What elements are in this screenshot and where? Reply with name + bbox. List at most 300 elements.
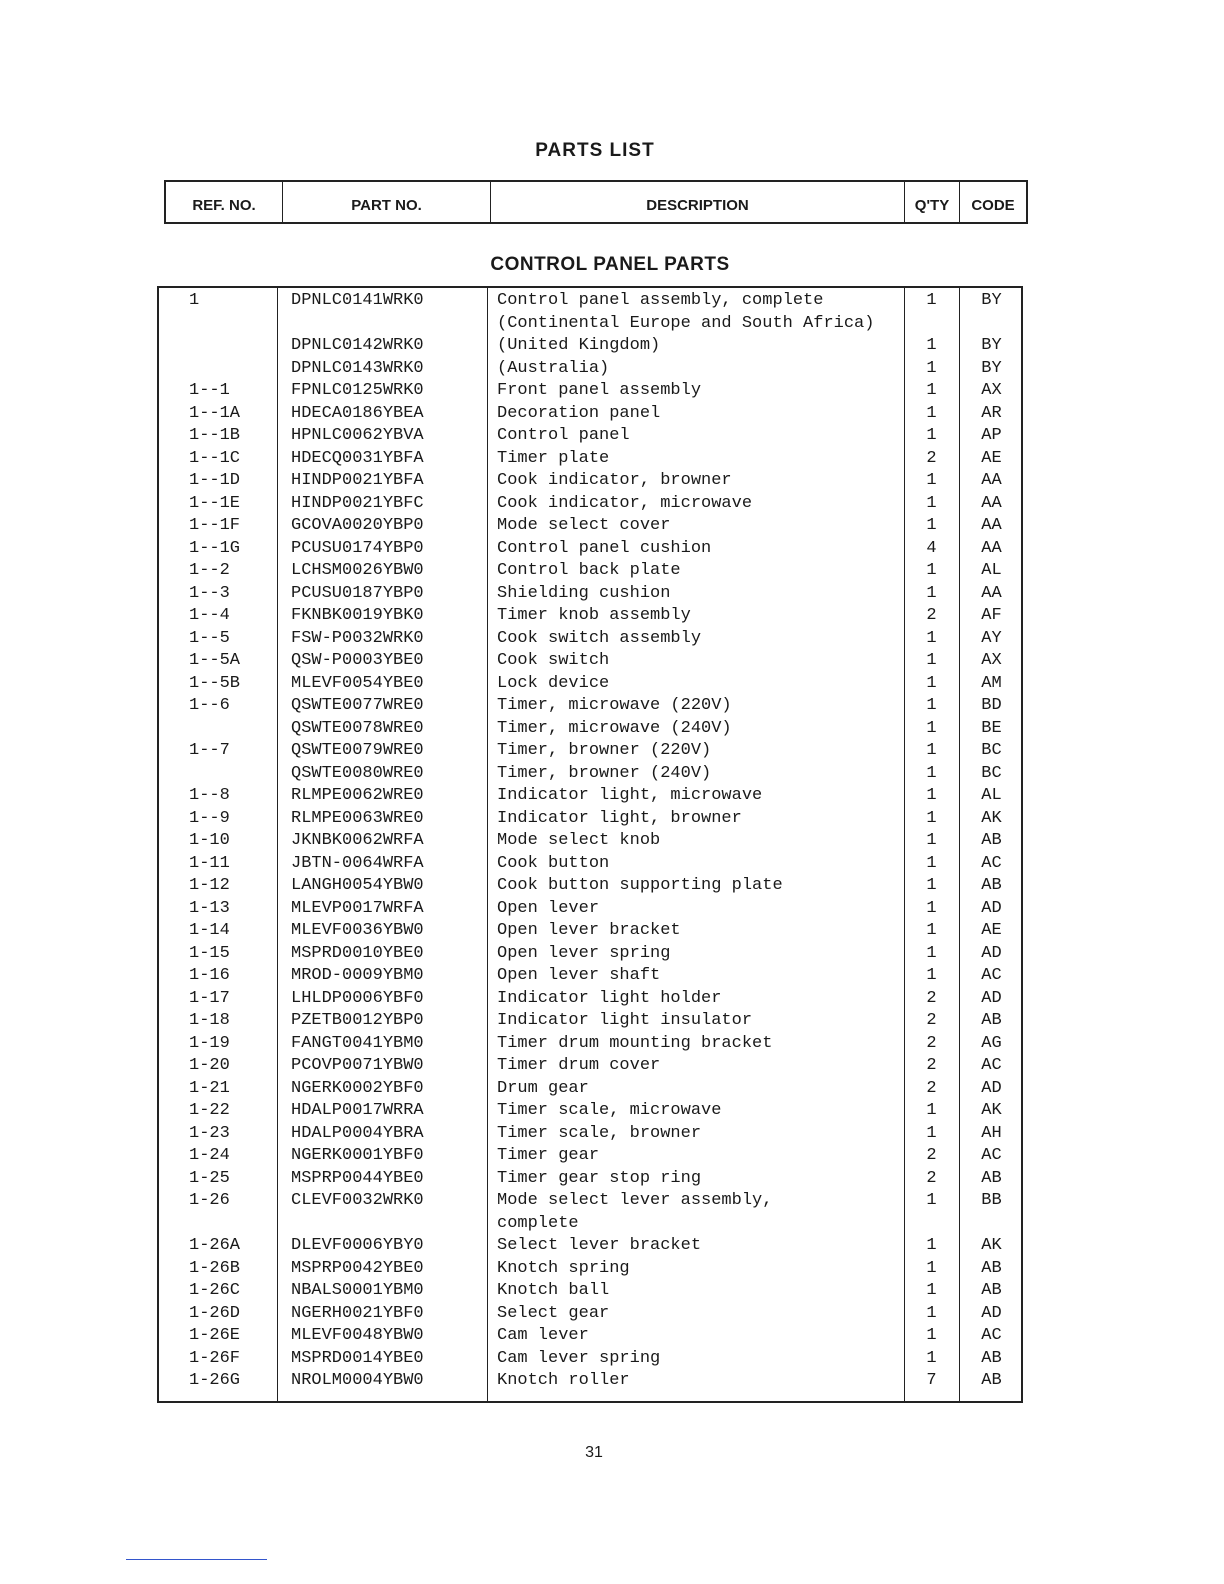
- table-row: [157, 1010, 1023, 1033]
- table-row: [157, 583, 1023, 606]
- part-no-cell: NGERK0001YBF0: [291, 1146, 424, 1165]
- qty-cell: 2: [926, 606, 937, 625]
- qty-cell: 1: [926, 403, 937, 423]
- header-ref-no: REF. NO.: [166, 182, 283, 222]
- part-no-cell: QSWTE0077WRE0: [291, 696, 424, 715]
- part-no-cell: NGERK0002YBF0: [291, 1078, 424, 1098]
- qty-cell: 1: [926, 966, 937, 985]
- table-row: [157, 1370, 1023, 1393]
- ref-no-cell: [157, 313, 275, 336]
- ref-no-cell: 1-22: [189, 1101, 230, 1120]
- description-cell: (Australia): [497, 358, 610, 378]
- table-row: [157, 718, 1023, 741]
- code-cell: AX: [981, 381, 1002, 400]
- table-row: [157, 740, 1023, 763]
- code-cell: AL: [981, 786, 1002, 805]
- code-cell: AX: [981, 651, 1002, 670]
- code-cell: AB: [981, 1281, 1002, 1300]
- ref-no-cell: [157, 1213, 275, 1236]
- qty-cell: 1: [926, 898, 937, 918]
- description-cell: Cook switch assembly: [497, 628, 702, 648]
- ref-no-cell: 1-26: [189, 1191, 230, 1210]
- qty-cell: 1: [926, 651, 937, 670]
- page-title: PARTS LIST: [535, 140, 655, 161]
- description-cell: Indicator light insulator: [497, 1011, 753, 1030]
- part-no-cell: LANGH0054YBW0: [291, 876, 424, 895]
- ref-no-cell: 1--1F: [189, 516, 241, 535]
- code-cell: AC: [981, 966, 1002, 985]
- description-cell: Indicator light, microwave: [497, 786, 763, 805]
- description-cell: Mode select knob: [497, 831, 661, 850]
- part-no-cell: HPNLC0062YBVA: [291, 426, 424, 445]
- part-no-cell: DPNLC0142WRK0: [291, 336, 424, 355]
- code-cell: AL: [981, 561, 1002, 580]
- ref-no-cell: 1--1A: [189, 403, 241, 423]
- description-cell: Indicator light, browner: [497, 808, 742, 828]
- code-cell: AK: [981, 1101, 1002, 1120]
- description-cell: Cam lever: [497, 1326, 589, 1345]
- description-cell: Control panel: [497, 426, 630, 445]
- page-number: 31: [585, 1444, 603, 1461]
- qty-cell: 1: [926, 1326, 937, 1345]
- table-row: [157, 1213, 1023, 1236]
- table-row: [157, 1235, 1023, 1258]
- ref-no-cell: 1-23: [189, 1123, 230, 1143]
- qty-cell: 1: [926, 1101, 937, 1120]
- table-row: [157, 1303, 1023, 1326]
- code-cell: AF: [981, 606, 1002, 625]
- description-cell: Shielding cushion: [497, 583, 671, 603]
- code-cell: AB: [981, 1258, 1002, 1278]
- qty-cell: 2: [926, 448, 937, 468]
- table-row: [157, 1280, 1023, 1303]
- ref-no-cell: 1-26B: [189, 1258, 241, 1278]
- description-cell: Knotch roller: [497, 1371, 630, 1390]
- table-row: [157, 673, 1023, 696]
- part-no-cell: HINDP0021YBFA: [291, 471, 424, 490]
- part-no-cell: JKNBK0062WRFA: [291, 831, 424, 850]
- part-no-cell: FANGT0041YBM0: [291, 1033, 424, 1053]
- table-row: [157, 470, 1023, 493]
- table-row: [157, 920, 1023, 943]
- description-cell: Timer, microwave (220V): [497, 696, 732, 715]
- table-row: [157, 988, 1023, 1011]
- ref-no-cell: 1-15: [189, 943, 230, 963]
- parts-table-body: [157, 290, 1023, 1393]
- qty-cell: 1: [926, 673, 937, 693]
- code-cell: AC: [981, 1056, 1002, 1075]
- ref-no-cell: 1--7: [189, 741, 230, 760]
- part-no-cell: RLMPE0063WRE0: [291, 808, 424, 828]
- qty-cell: 1: [926, 1236, 937, 1255]
- ref-no-cell: 1-16: [189, 966, 230, 985]
- part-no-cell: QSWTE0078WRE0: [291, 718, 424, 738]
- qty-cell: 2: [926, 1146, 937, 1165]
- part-no-cell: MSPRD0010YBE0: [291, 943, 424, 963]
- ref-no-cell: 1-19: [189, 1033, 230, 1053]
- ref-no-cell: 1--1E: [189, 493, 241, 513]
- ref-no-cell: 1-26D: [189, 1303, 241, 1323]
- description-cell: Cam lever spring: [497, 1348, 661, 1368]
- table-row: [157, 808, 1023, 831]
- code-cell: AM: [981, 673, 1002, 693]
- table-row: [157, 650, 1023, 673]
- table-row: [157, 560, 1023, 583]
- code-cell: AB: [981, 1168, 1002, 1188]
- ref-no-cell: 1-14: [189, 921, 230, 940]
- part-no-cell: QSWTE0080WRE0: [291, 763, 424, 783]
- code-cell: AK: [981, 1236, 1002, 1255]
- ref-no-cell: 1--2: [189, 561, 230, 580]
- table-row: [157, 1055, 1023, 1078]
- description-cell: Timer knob assembly: [497, 606, 691, 625]
- description-cell: Timer, browner (240V): [497, 763, 712, 783]
- code-cell: AE: [981, 448, 1002, 468]
- code-cell: AC: [981, 1146, 1002, 1165]
- table-row: [157, 425, 1023, 448]
- ref-no-cell: 1-21: [189, 1078, 230, 1098]
- description-cell: Cook button: [497, 853, 610, 873]
- description-cell: Open lever spring: [497, 943, 671, 963]
- description-cell: (United Kingdom): [497, 336, 661, 355]
- qty-cell: 1: [926, 336, 937, 355]
- ref-no-cell: 1-11: [189, 853, 230, 873]
- table-row: [157, 695, 1023, 718]
- qty-cell: 2: [926, 988, 937, 1008]
- code-cell: AD: [981, 898, 1002, 918]
- table-row: [157, 785, 1023, 808]
- table-row: [157, 1258, 1023, 1281]
- column-header-row: [164, 180, 1028, 224]
- ref-no-cell: 1-17: [189, 988, 230, 1008]
- table-row: [157, 853, 1023, 876]
- part-no-cell: FSW-P0032WRK0: [291, 628, 424, 648]
- part-no-cell: MROD-0009YBM0: [291, 966, 424, 985]
- qty-cell: [903, 313, 960, 336]
- qty-cell: 1: [926, 1303, 937, 1323]
- table-row: [157, 1348, 1023, 1371]
- description-cell: Cook button supporting plate: [497, 876, 783, 895]
- table-row: [157, 403, 1023, 426]
- qty-cell: 1: [926, 808, 937, 828]
- ref-no-cell: 1-26E: [189, 1326, 241, 1345]
- qty-cell: 4: [926, 538, 937, 558]
- code-cell: AD: [981, 1078, 1002, 1098]
- qty-cell: [903, 1213, 960, 1236]
- header-code: CODE: [971, 196, 1015, 214]
- ref-no-cell: 1--1B: [189, 426, 241, 445]
- qty-cell: 1: [926, 561, 937, 580]
- table-row: [157, 515, 1023, 538]
- header-description: DESCRIPTION: [491, 182, 905, 222]
- description-cell: Knotch ball: [497, 1281, 610, 1300]
- table-row: [157, 1325, 1023, 1348]
- part-no-cell: HDALP0004YBRA: [291, 1123, 424, 1143]
- qty-cell: 1: [926, 471, 937, 490]
- table-row: [157, 335, 1023, 358]
- code-cell: AA: [981, 583, 1002, 603]
- part-no-cell: NBALS0001YBM0: [291, 1281, 424, 1300]
- ref-no-cell: 1-24: [189, 1146, 230, 1165]
- ref-no-cell: 1-20: [189, 1056, 230, 1075]
- description-cell: Cook indicator, microwave: [497, 493, 753, 513]
- qty-cell: 1: [926, 381, 937, 400]
- code-cell: AR: [981, 403, 1002, 423]
- ref-no-cell: 1--5B: [189, 673, 241, 693]
- part-no-cell: MLEVF0036YBW0: [291, 921, 424, 940]
- description-cell: Timer scale, browner: [497, 1123, 702, 1143]
- qty-cell: 2: [926, 1033, 937, 1053]
- part-no-cell: PZETB0012YBP0: [291, 1011, 424, 1030]
- qty-cell: 1: [926, 1348, 937, 1368]
- code-cell: BY: [981, 336, 1002, 355]
- table-row: [157, 538, 1023, 561]
- table-row: [157, 1123, 1023, 1146]
- code-cell: BB: [981, 1191, 1002, 1210]
- code-cell: AK: [981, 808, 1002, 828]
- table-row: [157, 628, 1023, 651]
- description-cell: Timer gear stop ring: [497, 1168, 702, 1188]
- part-no-cell: MLEVF0048YBW0: [291, 1326, 424, 1345]
- code-cell: BY: [981, 291, 1002, 310]
- qty-cell: 2: [926, 1011, 937, 1030]
- table-row: [157, 965, 1023, 988]
- ref-no-cell: 1--8: [189, 786, 230, 805]
- code-cell: AA: [981, 493, 1002, 513]
- ref-no-cell: 1--4: [189, 606, 230, 625]
- ref-no-cell: [157, 763, 275, 786]
- part-no-cell: GCOVA0020YBP0: [291, 516, 424, 535]
- ref-no-cell: [157, 335, 275, 358]
- part-no-cell: [275, 313, 485, 336]
- qty-cell: 1: [926, 1191, 937, 1210]
- qty-cell: 2: [926, 1078, 937, 1098]
- description-cell: Timer drum mounting bracket: [497, 1033, 773, 1053]
- part-no-cell: PCOVP0071YBW0: [291, 1056, 424, 1075]
- part-no-cell: FKNBK0019YBK0: [291, 606, 424, 625]
- part-no-cell: JBTN-0064WRFA: [291, 853, 424, 873]
- part-no-cell: QSW-P0003YBE0: [291, 651, 424, 670]
- code-cell: AB: [981, 1371, 1002, 1390]
- part-no-cell: QSWTE0079WRE0: [291, 741, 424, 760]
- qty-cell: 1: [926, 1258, 937, 1278]
- ref-no-cell: 1-26F: [189, 1348, 241, 1368]
- table-row: [157, 448, 1023, 471]
- qty-cell: 1: [926, 876, 937, 895]
- ref-no-cell: [157, 358, 275, 381]
- qty-cell: 2: [926, 1168, 937, 1188]
- description-cell: Cook indicator, browner: [497, 471, 732, 490]
- code-cell: AP: [981, 426, 1002, 445]
- table-row: [157, 358, 1023, 381]
- code-cell: AB: [981, 1011, 1002, 1030]
- code-cell: AE: [981, 921, 1002, 940]
- description-cell: Timer, microwave (240V): [497, 718, 732, 738]
- code-cell: AA: [981, 471, 1002, 490]
- ref-no-cell: 1--1D: [189, 471, 241, 490]
- description-cell: Select lever bracket: [497, 1236, 702, 1255]
- table-row: [157, 1033, 1023, 1056]
- table-row: [157, 605, 1023, 628]
- qty-cell: 1: [926, 583, 937, 603]
- ref-no-cell: 1--5A: [189, 651, 241, 670]
- description-cell: Timer plate: [497, 448, 610, 468]
- part-no-cell: PCUSU0174YBP0: [291, 538, 424, 558]
- part-no-cell: HDECA0186YBEA: [291, 403, 424, 423]
- part-no-cell: MSPRP0044YBE0: [291, 1168, 424, 1188]
- code-cell: BC: [981, 741, 1002, 760]
- part-no-cell: HDECQ0031YBFA: [291, 448, 424, 468]
- table-row: [157, 1078, 1023, 1101]
- part-no-cell: CLEVF0032WRK0: [291, 1191, 424, 1210]
- part-no-cell: DLEVF0006YBY0: [291, 1236, 424, 1255]
- code-cell: BC: [981, 763, 1002, 783]
- description-cell: Cook switch: [497, 651, 610, 670]
- table-row: [157, 1168, 1023, 1191]
- code-cell: AG: [981, 1033, 1002, 1053]
- code-cell: AH: [981, 1123, 1002, 1143]
- part-no-cell: LHLDP0006YBF0: [291, 988, 424, 1008]
- part-no-cell: LCHSM0026YBW0: [291, 561, 424, 580]
- header-qty: Q'TY: [905, 182, 960, 222]
- qty-cell: 1: [926, 763, 937, 783]
- header-part-no: PART NO.: [283, 182, 491, 222]
- qty-cell: 1: [926, 1123, 937, 1143]
- description-cell: Front panel assembly: [497, 381, 702, 400]
- part-no-cell: PCUSU0187YBP0: [291, 583, 424, 603]
- table-row: [157, 290, 1023, 313]
- description-cell: Timer, browner (220V): [497, 741, 712, 760]
- part-no-cell: DPNLC0141WRK0: [291, 291, 424, 310]
- code-cell: AB: [981, 876, 1002, 895]
- part-no-cell: MSPRP0042YBE0: [291, 1258, 424, 1278]
- qty-cell: 1: [926, 493, 937, 513]
- qty-cell: 1: [926, 786, 937, 805]
- qty-cell: 1: [926, 628, 937, 648]
- code-cell: AD: [981, 988, 1002, 1008]
- part-no-cell: MLEVF0054YBE0: [291, 673, 424, 693]
- description-cell: Open lever shaft: [497, 966, 661, 985]
- description-cell: Open lever: [497, 898, 600, 918]
- code-cell: AC: [981, 853, 1002, 873]
- description-cell: Lock device: [497, 673, 610, 693]
- description-cell: Indicator light holder: [497, 988, 722, 1008]
- ref-no-cell: 1--1G: [189, 538, 241, 558]
- ref-no-cell: 1--1: [189, 381, 230, 400]
- description-cell: Drum gear: [497, 1078, 589, 1098]
- table-row: [157, 493, 1023, 516]
- table-row: [157, 875, 1023, 898]
- part-no-cell: HINDP0021YBFC: [291, 493, 424, 513]
- table-row: [157, 763, 1023, 786]
- part-no-cell: NROLM0004YBW0: [291, 1371, 424, 1390]
- section-title: CONTROL PANEL PARTS: [490, 254, 730, 275]
- table-row: [157, 313, 1023, 336]
- part-no-cell: [275, 1213, 485, 1236]
- code-cell: AB: [981, 1348, 1002, 1368]
- description-cell: Timer gear: [497, 1146, 600, 1165]
- qty-cell: 1: [926, 1281, 937, 1300]
- description-cell: Control panel cushion: [497, 538, 712, 558]
- code-cell: AA: [981, 516, 1002, 535]
- table-row: [157, 1100, 1023, 1123]
- description-cell: Timer scale, microwave: [497, 1101, 722, 1120]
- table-row: [157, 1190, 1023, 1213]
- ref-no-cell: 1-26C: [189, 1281, 241, 1300]
- code-cell: BY: [981, 358, 1002, 378]
- description-cell: Control back plate: [497, 561, 681, 580]
- description-cell: Control panel assembly, complete: [497, 291, 824, 310]
- ref-no-cell: 1-13: [189, 898, 230, 918]
- code-cell: [960, 1213, 1023, 1236]
- qty-cell: 1: [926, 921, 937, 940]
- part-no-cell: RLMPE0062WRE0: [291, 786, 424, 805]
- qty-cell: 1: [926, 291, 937, 310]
- qty-cell: 1: [926, 853, 937, 873]
- code-cell: AA: [981, 538, 1002, 558]
- qty-cell: 1: [926, 516, 937, 535]
- code-cell: AC: [981, 1326, 1002, 1345]
- qty-cell: 1: [926, 943, 937, 963]
- part-no-cell: MLEVP0017WRFA: [291, 898, 424, 918]
- code-cell: AD: [981, 943, 1002, 963]
- part-no-cell: HDALP0017WRRA: [291, 1101, 424, 1120]
- ref-no-cell: 1--9: [189, 808, 230, 828]
- code-cell: AB: [981, 831, 1002, 850]
- ref-no-cell: 1--3: [189, 583, 230, 603]
- ref-no-cell: 1-26A: [189, 1236, 241, 1255]
- table-row: [157, 943, 1023, 966]
- description-cell: Select gear: [497, 1303, 610, 1323]
- ref-no-cell: 1-10: [189, 831, 230, 850]
- part-no-cell: MSPRD0014YBE0: [291, 1348, 424, 1368]
- code-cell: BD: [981, 696, 1002, 715]
- description-cell: Open lever bracket: [497, 921, 681, 940]
- code-cell: BE: [981, 718, 1002, 738]
- code-cell: AD: [981, 1303, 1002, 1323]
- qty-cell: 1: [926, 358, 937, 378]
- description-cell: Decoration panel: [497, 403, 661, 423]
- ref-no-cell: 1--1C: [189, 448, 241, 468]
- table-row: [157, 1145, 1023, 1168]
- code-cell: AY: [981, 628, 1002, 648]
- description-cell: (Continental Europe and South Africa): [497, 313, 875, 333]
- part-no-cell: DPNLC0143WRK0: [291, 358, 424, 378]
- ref-no-cell: [157, 718, 275, 741]
- ref-no-cell: 1-25: [189, 1168, 230, 1188]
- ref-no-cell: 1: [189, 291, 200, 310]
- code-cell: [960, 313, 1023, 336]
- description-cell: Knotch spring: [497, 1258, 630, 1278]
- ref-no-cell: 1--6: [189, 696, 230, 715]
- qty-cell: 1: [926, 831, 937, 850]
- qty-cell: 1: [926, 718, 937, 738]
- qty-cell: 1: [926, 426, 937, 445]
- ref-no-cell: 1-18: [189, 1011, 230, 1030]
- description-cell: Mode select cover: [497, 516, 671, 535]
- table-row: [157, 830, 1023, 853]
- qty-cell: 2: [926, 1056, 937, 1075]
- part-no-cell: NGERH0021YBF0: [291, 1303, 424, 1323]
- description-cell: Timer drum cover: [497, 1056, 661, 1075]
- description-cell: Mode select lever assembly,: [497, 1191, 773, 1210]
- table-row: [157, 898, 1023, 921]
- ref-no-cell: 1--5: [189, 628, 230, 648]
- ref-no-cell: 1-26G: [189, 1371, 241, 1390]
- footer-rule: [126, 1559, 267, 1560]
- table-row: [157, 380, 1023, 403]
- qty-cell: 1: [926, 741, 937, 760]
